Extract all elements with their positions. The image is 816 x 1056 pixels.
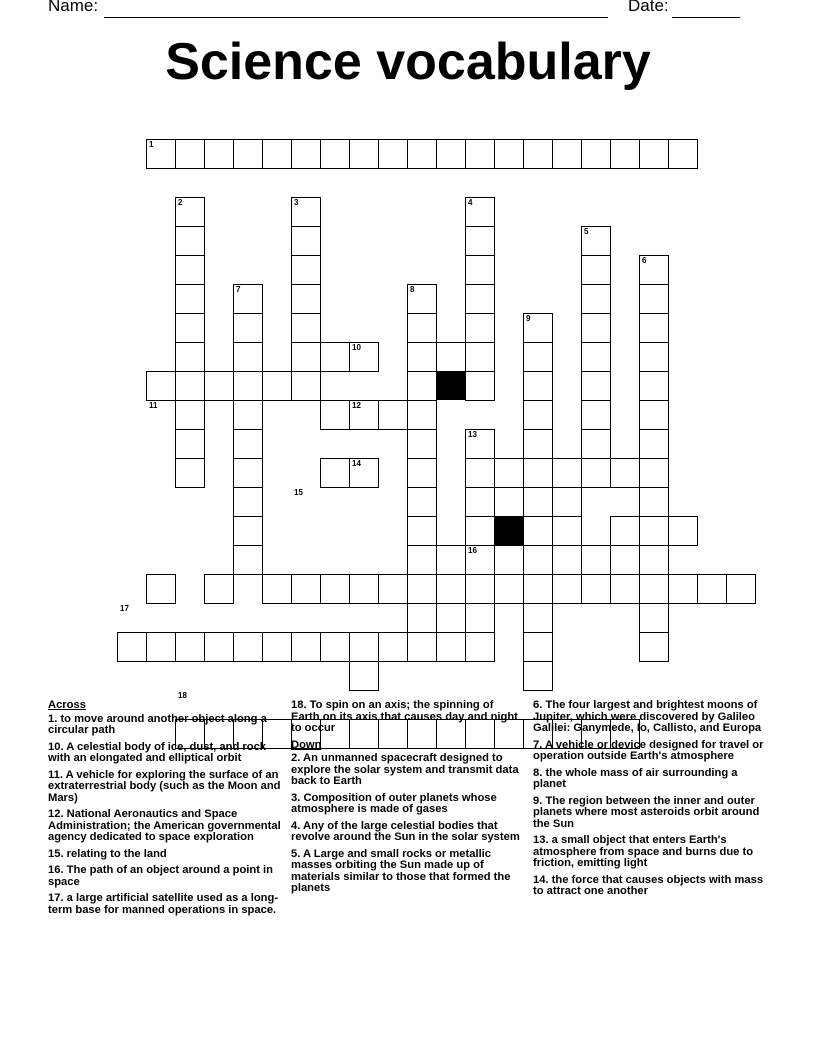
grid-cell[interactable]: [581, 139, 611, 169]
across-clue: 18. To spin on an axis; the spinning of Earth on its axis that causes day and night to occur: [291, 699, 518, 734]
grid-cell[interactable]: [407, 545, 437, 575]
grid-cell[interactable]: [407, 516, 437, 546]
grid-cell[interactable]: [436, 139, 466, 169]
black-cell: [494, 516, 523, 545]
grid-cell[interactable]: [175, 226, 205, 256]
grid-cell[interactable]: [465, 516, 495, 546]
grid-cell[interactable]: [465, 255, 495, 285]
grid-cell[interactable]: [407, 603, 437, 633]
grid-cell[interactable]: [378, 400, 408, 430]
grid-cell[interactable]: [233, 516, 263, 546]
grid-cell[interactable]: [349, 139, 379, 169]
grid-cell[interactable]: [639, 632, 669, 662]
grid-cell[interactable]: [291, 342, 321, 372]
grid-cell[interactable]: [349, 661, 379, 691]
clue-number: 5: [584, 227, 589, 236]
grid-cell[interactable]: [581, 255, 611, 285]
grid-cell[interactable]: [523, 661, 553, 691]
grid-cell[interactable]: [581, 429, 611, 459]
grid-cell[interactable]: [465, 487, 495, 517]
grid-cell[interactable]: [465, 603, 495, 633]
down-clue: 7. A vehicle or device designed for travel or operation outside Earth's atmosphere: [533, 738, 764, 762]
grid-cell[interactable]: [581, 313, 611, 343]
clue-number: 14: [352, 459, 361, 468]
grid-cell[interactable]: [523, 400, 553, 430]
grid-cell[interactable]: [175, 313, 205, 343]
grid-cell[interactable]: [146, 574, 176, 604]
grid-cell[interactable]: [639, 400, 669, 430]
down-clue: 6. The four largest and brightest moons of Jupiter, which were discovered by Galileo Galilei: Ganymede, Io, Callisto, and Europa: [533, 699, 762, 734]
grid-cell[interactable]: [320, 400, 350, 430]
grid-cell[interactable]: [581, 284, 611, 314]
grid-cell[interactable]: [523, 371, 553, 401]
grid-cell[interactable]: [465, 313, 495, 343]
grid-cell[interactable]: [291, 139, 321, 169]
grid-cell[interactable]: [523, 574, 553, 604]
clue-number: 7: [236, 285, 241, 294]
grid-cell[interactable]: [117, 632, 147, 662]
clue-number: 13: [468, 430, 477, 439]
clue-number: 9: [526, 314, 531, 323]
grid-cell[interactable]: [436, 545, 466, 575]
grid-cell[interactable]: [465, 139, 495, 169]
grid-cell[interactable]: [581, 458, 611, 488]
grid-cell[interactable]: [233, 429, 263, 459]
grid-cell[interactable]: [175, 371, 205, 401]
clue-number: 18: [178, 691, 187, 700]
grid-cell[interactable]: [494, 545, 524, 575]
clue-number: 4: [468, 198, 473, 207]
grid-cell[interactable]: [523, 603, 553, 633]
grid-cell[interactable]: [581, 574, 611, 604]
grid-cell[interactable]: [378, 574, 408, 604]
grid-cell[interactable]: [407, 574, 437, 604]
grid-cell[interactable]: [175, 632, 205, 662]
grid-cell[interactable]: [233, 371, 263, 401]
grid-cell[interactable]: [610, 458, 640, 488]
grid-cell[interactable]: [204, 632, 234, 662]
grid-cell[interactable]: [233, 632, 263, 662]
grid-cell[interactable]: [233, 545, 263, 575]
grid-cell[interactable]: [552, 574, 582, 604]
page-title: Science vocabulary: [165, 33, 651, 91]
grid-cell[interactable]: [146, 632, 176, 662]
grid-cell[interactable]: [233, 400, 263, 430]
grid-cell[interactable]: [320, 632, 350, 662]
grid-cell[interactable]: [436, 632, 466, 662]
down-heading: Down: [291, 738, 322, 751]
grid-cell[interactable]: [523, 545, 553, 575]
grid-cell[interactable]: [639, 284, 669, 314]
grid-cell[interactable]: [175, 139, 205, 169]
grid-cell[interactable]: [320, 574, 350, 604]
down-clue: 8. the whole mass of air surrounding a planet: [533, 766, 738, 790]
grid-cell[interactable]: [465, 284, 495, 314]
grid-cell[interactable]: [581, 342, 611, 372]
across-clue: 12. National Aeronautics and Space Administration; the American governmental agency dedicated to space exploration: [48, 808, 281, 843]
grid-cell[interactable]: [465, 226, 495, 256]
grid-cell[interactable]: [175, 400, 205, 430]
grid-cell[interactable]: [523, 516, 553, 546]
grid-cell[interactable]: [552, 487, 582, 517]
grid-cell[interactable]: [639, 139, 669, 169]
grid-cell[interactable]: [407, 487, 437, 517]
clue-number: 3: [294, 198, 299, 207]
grid-cell[interactable]: [465, 632, 495, 662]
grid-cell[interactable]: [639, 429, 669, 459]
down-clue: 4. Any of the large celestial bodies that revolve around the Sun in the solar system: [291, 819, 520, 843]
grid-cell[interactable]: [581, 371, 611, 401]
grid-cell[interactable]: [146, 371, 176, 401]
grid-cell[interactable]: [639, 516, 669, 546]
grid-cell[interactable]: [378, 632, 408, 662]
clue-number: 15: [294, 488, 303, 497]
clue-number: 2: [178, 198, 183, 207]
clue-number: 11: [149, 401, 158, 410]
grid-cell[interactable]: [610, 139, 640, 169]
grid-cell[interactable]: [175, 342, 205, 372]
grid-cell[interactable]: [320, 342, 350, 372]
clue-number: 1: [149, 140, 154, 149]
black-cell: [436, 371, 465, 400]
grid-cell[interactable]: [610, 574, 640, 604]
grid-cell[interactable]: [407, 342, 437, 372]
grid-cell[interactable]: [552, 458, 582, 488]
clue-number: 12: [352, 401, 361, 410]
grid-cell[interactable]: [436, 574, 466, 604]
grid-cell[interactable]: [639, 487, 669, 517]
grid-cell[interactable]: [639, 574, 669, 604]
grid-cell[interactable]: [552, 545, 582, 575]
grid-cell[interactable]: [639, 603, 669, 633]
clue-number: 8: [410, 285, 415, 294]
grid-cell[interactable]: [610, 545, 640, 575]
down-clue: 13. a small object that enters Earth's atmosphere from space and burns due to friction, emitting light: [533, 834, 754, 869]
across-clue: 10. A celestial body of ice, dust, and rock with an elongated and elliptical orbit: [48, 740, 267, 764]
grid-cell[interactable]: [291, 284, 321, 314]
grid-cell[interactable]: [262, 139, 292, 169]
clues-column-1: [48, 700, 282, 921]
grid-cell[interactable]: [262, 574, 292, 604]
grid-cell[interactable]: [320, 139, 350, 169]
grid-cell[interactable]: [233, 342, 263, 372]
grid-cell[interactable]: [610, 516, 640, 546]
grid-cell[interactable]: [668, 139, 698, 169]
across-clue: 17. a large artificial satellite used as a long-term base for manned operations in space.: [48, 892, 279, 916]
clues-column-3: [533, 700, 767, 903]
grid-cell[interactable]: [523, 487, 553, 517]
grid-cell[interactable]: [407, 139, 437, 169]
grid-cell[interactable]: [175, 284, 205, 314]
grid-cell[interactable]: [407, 371, 437, 401]
grid-cell[interactable]: [639, 342, 669, 372]
across-heading: Across: [48, 699, 86, 711]
grid-cell[interactable]: [581, 545, 611, 575]
grid-cell[interactable]: [291, 632, 321, 662]
clue-number: 10: [352, 343, 361, 352]
grid-cell[interactable]: [175, 255, 205, 285]
grid-cell[interactable]: [291, 574, 321, 604]
grid-cell[interactable]: [262, 371, 292, 401]
grid-cell[interactable]: [349, 574, 379, 604]
grid-cell[interactable]: [233, 139, 263, 169]
grid-cell[interactable]: [494, 458, 524, 488]
grid-cell[interactable]: [291, 313, 321, 343]
across-clue: 11. A vehicle for exploring the surface of an extraterrestrial body (such as the Moon and Mars): [48, 768, 281, 804]
down-clue: 9. The region between the inner and outer planets where most asteroids orbit around the Sun: [533, 794, 760, 830]
grid-cell[interactable]: [494, 487, 524, 517]
grid-cell[interactable]: [523, 429, 553, 459]
grid-cell[interactable]: [494, 139, 524, 169]
grid-cell[interactable]: [465, 371, 495, 401]
date-label: Date:: [628, 0, 669, 15]
grid-cell[interactable]: [262, 632, 292, 662]
grid-cell[interactable]: [465, 458, 495, 488]
grid-cell[interactable]: [407, 313, 437, 343]
grid-cell[interactable]: [349, 632, 379, 662]
grid-cell[interactable]: [233, 487, 263, 517]
grid-cell[interactable]: [639, 313, 669, 343]
grid-cell[interactable]: [204, 371, 234, 401]
down-clue: 5. A Large and small rocks or metallic masses orbiting the Sun made up of materials similar to those that formed the planets: [291, 847, 511, 894]
grid-cell[interactable]: [175, 429, 205, 459]
grid-cell[interactable]: [552, 516, 582, 546]
grid-cell[interactable]: [175, 458, 205, 488]
grid-cell[interactable]: [233, 458, 263, 488]
grid-cell[interactable]: [291, 255, 321, 285]
grid-cell[interactable]: [552, 139, 582, 169]
grid-cell[interactable]: [523, 458, 553, 488]
grid-cell[interactable]: [465, 574, 495, 604]
grid-cell[interactable]: [639, 371, 669, 401]
grid-cell[interactable]: [581, 400, 611, 430]
grid-cell[interactable]: [407, 632, 437, 662]
grid-cell[interactable]: [697, 574, 727, 604]
grid-cell[interactable]: [407, 429, 437, 459]
grid-cell[interactable]: [639, 545, 669, 575]
grid-cell[interactable]: [436, 342, 466, 372]
grid-cell[interactable]: [407, 400, 437, 430]
down-clue: 3. Composition of outer planets whose atmosphere is made of gases: [291, 791, 497, 815]
grid-cell[interactable]: [494, 574, 524, 604]
grid-cell[interactable]: [204, 574, 234, 604]
across-clue: 1. to move around another object along a circular path: [48, 712, 267, 736]
across-clue: 15. relating to the land: [48, 847, 167, 860]
clue-number: 6: [642, 256, 647, 265]
grid-cell[interactable]: [291, 371, 321, 401]
grid-cell[interactable]: [523, 139, 553, 169]
clue-number: 16: [468, 546, 477, 555]
across-clue: 16. The path of an object around a point in space: [48, 864, 274, 888]
grid-cell[interactable]: [523, 632, 553, 662]
name-label: Name:: [48, 0, 99, 15]
grid-cell[interactable]: [726, 574, 756, 604]
grid-cell[interactable]: [523, 342, 553, 372]
grid-cell[interactable]: [407, 458, 437, 488]
clue-number: 17: [120, 604, 129, 613]
clues-column-2: [291, 700, 525, 900]
grid-cell[interactable]: [204, 139, 234, 169]
grid-cell[interactable]: [668, 574, 698, 604]
down-clue: 2. An unmanned spacecraft designed to explore the solar system and transmit data back to Earth: [291, 752, 519, 787]
grid-cell[interactable]: [465, 342, 495, 372]
grid-cell[interactable]: [291, 226, 321, 256]
grid-cell[interactable]: [233, 313, 263, 343]
grid-cell[interactable]: [320, 458, 350, 488]
grid-cell[interactable]: [378, 139, 408, 169]
grid-cell[interactable]: [639, 458, 669, 488]
down-clue: 14. the force that causes objects with mass to attract one another: [533, 873, 764, 897]
grid-cell[interactable]: [668, 516, 698, 546]
